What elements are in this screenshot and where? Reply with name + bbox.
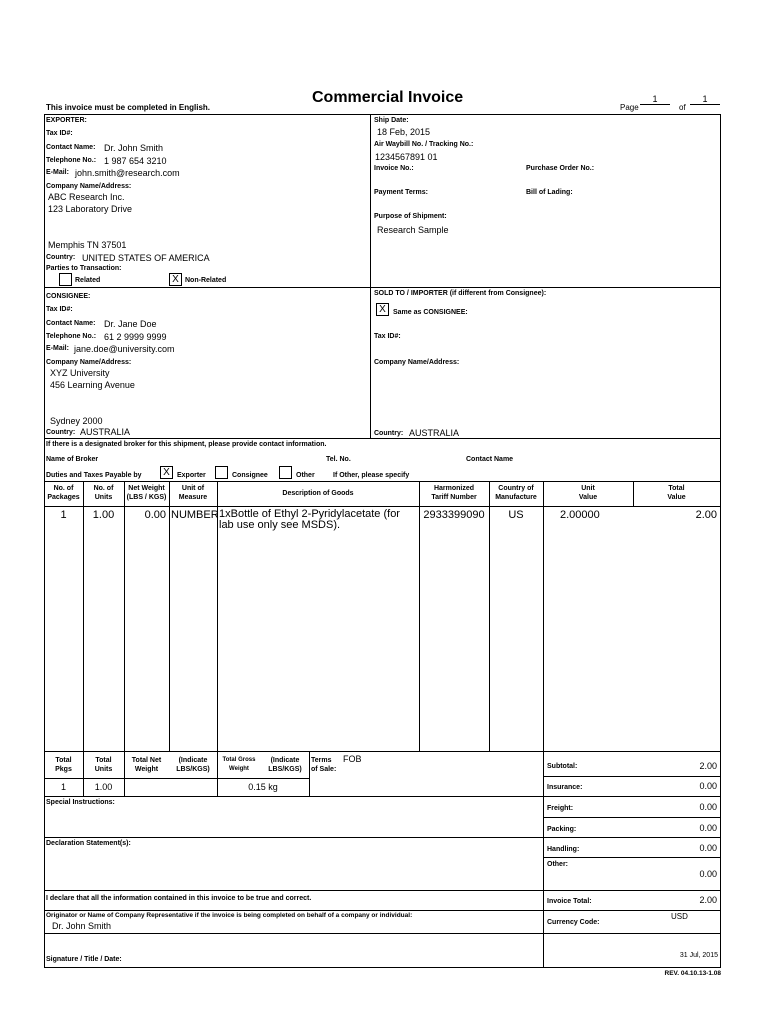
divider-broker: [44, 438, 721, 439]
row-origin[interactable]: US: [508, 509, 524, 521]
consignee-city: Sydney 2000: [50, 416, 103, 426]
sold-to-company-label: Company Name/Address:: [374, 359, 460, 366]
currency[interactable]: USD: [671, 912, 688, 921]
col-units: No. of Units: [93, 485, 114, 501]
duties-other-label: Other: [296, 472, 315, 479]
duties-label: Duties and Taxes Payable by: [46, 472, 142, 479]
row-net-weight[interactable]: 0.00: [144, 509, 166, 521]
exporter-company-label: Company Name/Address:: [46, 183, 132, 190]
invoice-total[interactable]: 2.00: [699, 895, 717, 905]
sold-to-taxid-label: Tax ID#:: [374, 333, 401, 340]
exporter-contact-label: Contact Name:: [46, 144, 96, 151]
consignee-country-label: Country:: [46, 429, 76, 436]
exporter-company: ABC Research Inc.: [48, 192, 125, 202]
currency-label: Currency Code:: [547, 919, 600, 926]
row-description[interactable]: 1xBottle of Ethyl 2-Pyridylacetate (for lab use only see MSDS).: [219, 508, 400, 531]
sold-to-country: AUSTRALIA: [409, 428, 460, 438]
insurance[interactable]: 0.00: [699, 781, 717, 791]
signature-label: Signature / Title / Date:: [46, 956, 122, 963]
row-unit-value[interactable]: 2.00000: [560, 509, 600, 521]
table-top: [44, 481, 721, 482]
handling-label: Handling:: [547, 846, 580, 853]
subtotal-label: Subtotal:: [547, 763, 578, 770]
page-total[interactable]: 1: [690, 94, 720, 105]
col-unit-value: Unit Value: [578, 485, 598, 501]
exporter-label: EXPORTER:: [46, 117, 87, 124]
bill-of-lading-label: Bill of Lading:: [526, 189, 573, 196]
other-label: Other:: [547, 861, 568, 868]
freight[interactable]: 0.00: [699, 802, 717, 812]
total-gross-label: Total Gross Weight: [222, 757, 256, 772]
consignee-contact-label: Contact Name:: [46, 320, 96, 327]
exporter-city: Memphis TN 37501: [48, 240, 127, 250]
consignee-label: CONSIGNEE:: [46, 293, 91, 300]
exporter-phone: 1 987 654 3210: [104, 156, 167, 166]
row-packages[interactable]: 1: [60, 509, 67, 521]
duties-other-checkbox[interactable]: [279, 466, 292, 479]
col-origin: Country of Manufacture: [495, 485, 537, 501]
originator-name[interactable]: Dr. John Smith: [52, 921, 112, 931]
row-total-value[interactable]: 2.00: [695, 509, 717, 521]
frame-top: [44, 114, 721, 115]
frame-left: [44, 114, 45, 968]
related-label: Related: [75, 277, 101, 284]
mid-divider: [370, 114, 371, 439]
exporter-address: 123 Laboratory Drive: [48, 204, 133, 214]
terms-value[interactable]: FOB: [343, 754, 362, 764]
exporter-taxid-label: Tax ID#:: [46, 130, 73, 137]
broker-name-label: Name of Broker: [46, 456, 99, 463]
consignee-contact: Dr. Jane Doe: [104, 319, 157, 329]
purpose-label: Purpose of Shipment:: [374, 213, 447, 220]
sold-to-country-label: Country:: [374, 430, 404, 437]
originator-label: Originator or Name of Company Representative if the invoice is being completed on behalf of a company or individual:: [46, 912, 413, 919]
divider-consignee: [44, 287, 721, 288]
handling[interactable]: 0.00: [699, 843, 717, 853]
purpose: Research Sample: [377, 225, 449, 235]
duties-consignee-label: Consignee: [232, 472, 268, 479]
waybill-label: Air Waybill No. / Tracking No.:: [374, 141, 474, 148]
duties-consignee-checkbox[interactable]: [215, 466, 228, 479]
total-units[interactable]: 1.00: [94, 782, 113, 792]
table-header-bottom: [44, 506, 721, 507]
row-units[interactable]: 1.00: [92, 509, 115, 521]
frame-right: [720, 114, 721, 968]
consignee-taxid-label: Tax ID#:: [46, 306, 73, 313]
same-as-consignee-label: Same as CONSIGNEE:: [393, 309, 468, 316]
exporter-phone-label: Telephone No.:: [46, 157, 97, 164]
duties-specify-label: If Other, please specify: [333, 472, 410, 479]
page-label: Page: [620, 103, 639, 112]
col-total-value: Total Value: [667, 485, 686, 501]
col-net-weight: Net Weight (LBS / KGS): [126, 485, 167, 501]
table-body-bottom: [44, 751, 721, 752]
parties-label: Parties to Transaction:: [46, 265, 122, 272]
exporter-email-label: E-Mail:: [46, 169, 69, 176]
exporter-country: UNITED STATES OF AMERICA: [82, 253, 210, 263]
consignee-email-label: E-Mail:: [46, 345, 69, 352]
total-units-label: Total Units: [94, 757, 113, 773]
same-as-consignee-checkbox[interactable]: X: [376, 303, 389, 316]
waybill: 1234567891 01: [375, 152, 438, 162]
payment-terms-label: Payment Terms:: [374, 189, 428, 196]
broker-tel-label: Tel. No.: [326, 456, 351, 463]
col-uom: Unit of Measure: [178, 485, 208, 501]
packing[interactable]: 0.00: [699, 823, 717, 833]
special-instructions-label: Special Instructions:: [46, 799, 115, 806]
total-pkgs[interactable]: 1: [60, 782, 66, 792]
exporter-contact: Dr. John Smith: [104, 143, 164, 153]
frame-bottom: [44, 967, 721, 968]
indicate2-label: (Indicate LBS/KGS): [268, 757, 302, 773]
terms-label: Terms of Sale:: [311, 757, 337, 773]
of-label: of: [679, 103, 686, 112]
ship-date-label: Ship Date:: [374, 117, 409, 124]
consignee-country: AUSTRALIA: [80, 427, 131, 437]
total-pkgs-label: Total Pkgs: [55, 757, 72, 773]
row-uom[interactable]: NUMBER: [171, 509, 219, 521]
col-tariff: Harmonized Tariff Number: [431, 485, 477, 501]
exporter-country-label: Country:: [46, 254, 76, 261]
col-description: Description of Goods: [282, 490, 354, 497]
nonrelated-checkbox[interactable]: X: [169, 273, 182, 286]
page-number[interactable]: 1: [640, 94, 670, 105]
indicate-label: (Indicate LBS/KGS): [176, 757, 210, 773]
po-label: Purchase Order No.:: [526, 165, 595, 172]
consignee-phone: 61 2 9999 9999: [104, 332, 167, 342]
col-packages: No. of Packages: [47, 485, 80, 501]
consignee-email: jane.doe@university.com: [74, 344, 175, 354]
insurance-label: Insurance:: [547, 784, 583, 791]
broker-contact-label: Contact Name: [466, 456, 514, 463]
related-checkbox[interactable]: [59, 273, 72, 286]
row-tariff[interactable]: 2933399090: [423, 509, 485, 521]
revision-label: REV. 04.10.13-1.08: [664, 970, 721, 977]
consignee-company: XYZ University: [50, 368, 110, 378]
packing-label: Packing:: [547, 826, 577, 833]
total-gross-weight[interactable]: 0.15 kg: [248, 782, 278, 792]
ship-date: 18 Feb, 2015: [377, 127, 431, 137]
sold-to-label: SOLD TO / IMPORTER (if different from Consignee):: [374, 290, 547, 297]
consignee-phone-label: Telephone No.:: [46, 333, 97, 340]
freight-label: Freight:: [547, 805, 574, 812]
nonrelated-label: Non-Related: [185, 277, 227, 284]
signature-date[interactable]: 31 Jul, 2015: [679, 952, 718, 959]
duties-exporter-label: Exporter: [177, 472, 206, 479]
duties-exporter-checkbox[interactable]: X: [160, 466, 173, 479]
invoice-total-label: Invoice Total:: [547, 898, 592, 905]
certification-statement: I declare that all the information contained in this invoice to be true and correct.: [46, 895, 312, 902]
consignee-company-label: Company Name/Address:: [46, 359, 132, 366]
total-net-label: Total Net Weight: [131, 757, 162, 773]
consignee-address: 456 Learning Avenue: [50, 380, 135, 390]
subtotal[interactable]: 2.00: [699, 761, 717, 771]
broker-notice: If there is a designated broker for this shipment, please provide contact information.: [46, 441, 327, 448]
other[interactable]: 0.00: [699, 869, 717, 879]
exporter-email: john.smith@research.com: [75, 168, 180, 178]
document-title: Commercial Invoice: [312, 89, 464, 106]
english-notice: This invoice must be completed in English.: [46, 103, 211, 112]
declaration-label: Declaration Statement(s):: [46, 840, 131, 847]
invoice-no-label: Invoice No.:: [374, 165, 414, 172]
